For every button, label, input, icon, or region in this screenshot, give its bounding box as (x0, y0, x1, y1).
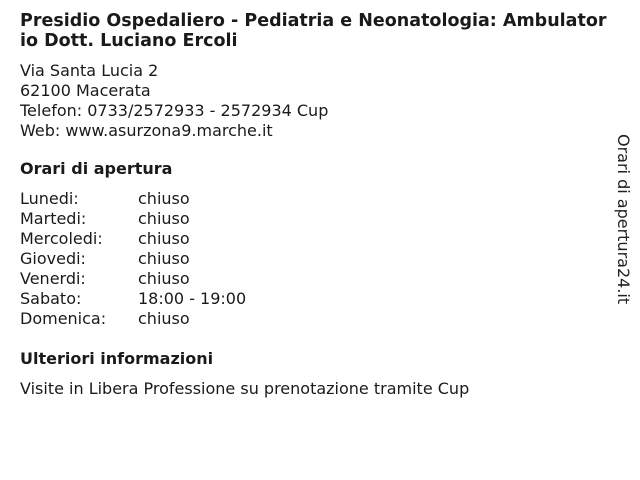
day-hours: chiuso (138, 189, 190, 208)
day-label: Domenica: (20, 309, 107, 328)
hours-row-thursday (20, 249, 610, 269)
day-hours: chiuso (138, 309, 190, 328)
day-label: Mercoledi: (20, 229, 103, 248)
day-hours: 18:00 - 19:00 (138, 289, 247, 308)
more-info-text: Visite in Libera Professione su prenotazione tramite Cup (20, 379, 470, 398)
hours-row-saturday (20, 289, 610, 309)
day-label: Lunedi: (20, 189, 79, 208)
day-label: Sabato: (20, 289, 82, 308)
watermark-text: Orari di apertura24.it (614, 134, 633, 305)
day-label: Martedi: (20, 209, 87, 228)
hours-row-wednesday (20, 229, 610, 249)
day-label: Venerdi: (20, 269, 86, 288)
hours-row-sunday (20, 309, 610, 329)
hours-row-monday (20, 189, 610, 209)
more-info-heading: Ulteriori informazioni (20, 349, 214, 368)
day-hours: chiuso (138, 269, 190, 288)
hours-row-tuesday (20, 209, 610, 229)
website: Web: www.asurzona9.marche.it (20, 121, 273, 140)
hours-row-friday (20, 269, 610, 289)
day-hours: chiuso (138, 249, 190, 268)
phone-number: Telefon: 0733/2572933 - 2572934 Cup (20, 101, 329, 120)
city-address: 62100 Macerata (20, 81, 151, 100)
address-block (20, 61, 610, 141)
day-hours: chiuso (138, 229, 190, 248)
site-watermark (612, 134, 634, 306)
opening-hours-heading: Orari di apertura (20, 159, 173, 178)
day-hours: chiuso (138, 209, 190, 228)
opening-hours-table (20, 189, 610, 329)
page-title: Presidio Ospedaliero - Pediatria e Neonatologia: Ambulatorio Dott. Luciano Ercoli (20, 11, 607, 51)
street-address: Via Santa Lucia 2 (20, 61, 159, 80)
day-label: Giovedi: (20, 249, 86, 268)
location-card (20, 11, 610, 399)
